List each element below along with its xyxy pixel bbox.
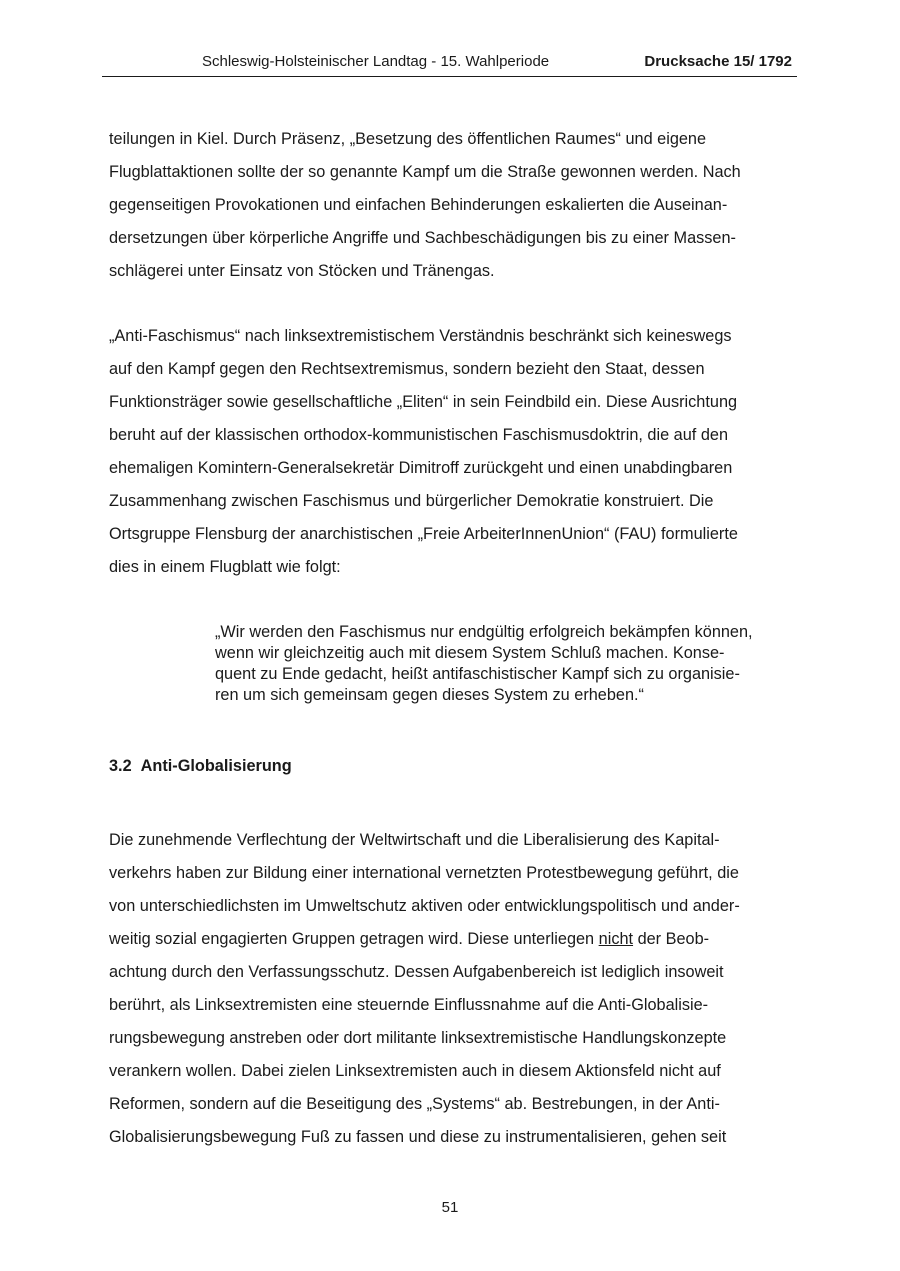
text-segment: weitig sozial engagierten Gruppen getragen wird. Diese unterliegen bbox=[109, 930, 599, 948]
block-quote bbox=[215, 622, 800, 706]
quote-line: ren um sich gemeinsam gegen dieses System zu erheben.“ bbox=[215, 686, 644, 704]
text-line: Funktionsträger sowie gesellschaftliche „Eliten“ in sein Feindbild ein. Diese Ausrichtung bbox=[109, 393, 738, 411]
header-document-number: Drucksache 15/ 1792 bbox=[644, 53, 792, 70]
text-line: verkehrs haben zur Bildung einer international vernetzten Protestbewegung geführt, die bbox=[109, 864, 739, 882]
quote-line: wenn wir gleichzeitig auch mit diesem System Schluß machen. Konse- bbox=[215, 644, 725, 662]
text-line: ehemaligen Komintern-Generalsekretär Dimitroff zurückgeht und einen unabdingbaren bbox=[109, 459, 733, 477]
text-line: dersetzungen über körperliche Angriffe und Sachbeschädigungen bis zu einer Massen- bbox=[109, 229, 736, 247]
text-line: Ortsgruppe Flensburg der anarchistischen „Freie ArbeiterInnenUnion“ (FAU) formulierte bbox=[109, 525, 738, 543]
quote-line: „Wir werden den Faschismus nur endgültig erfolgreich bekämpfen können, bbox=[215, 623, 753, 641]
text-line: achtung durch den Verfassungsschutz. Dessen Aufgabenbereich ist lediglich insoweit bbox=[109, 963, 724, 981]
text-line: Die zunehmende Verflechtung der Weltwirtschaft und die Liberalisierung des Kapital- bbox=[109, 831, 720, 849]
underlined-word: nicht bbox=[598, 930, 634, 948]
text-line: Flugblattaktionen sollte der so genannte Kampf um die Straße gewonnen werden. Nach bbox=[109, 163, 741, 181]
page-number: 51 bbox=[441, 1199, 459, 1216]
text-line: Reformen, sondern auf die Beseitigung des „Systems“ ab. Bestrebungen, in der Anti- bbox=[109, 1095, 720, 1113]
section-title: Anti-Globalisierung bbox=[140, 757, 292, 775]
section-number: 3.2 bbox=[109, 757, 132, 775]
text-line: „Anti-Faschismus“ nach linksextremistischem Verständnis beschränkt sich keineswegs bbox=[109, 327, 732, 345]
text-line: Zusammenhang zwischen Faschismus und bürgerlicher Demokratie konstruiert. Die bbox=[109, 492, 714, 510]
text-line: auf den Kampf gegen den Rechtsextremismus, sondern bezieht den Staat, dessen bbox=[109, 360, 705, 378]
paragraph-3 bbox=[109, 824, 799, 1154]
paragraph-2 bbox=[109, 320, 799, 584]
section-heading bbox=[109, 757, 292, 776]
text-line: Globalisierungsbewegung Fuß zu fassen und diese zu instrumentalisieren, gehen seit bbox=[109, 1128, 727, 1146]
text-segment: der Beob- bbox=[633, 930, 710, 948]
text-line: teilungen in Kiel. Durch Präsenz, „Besetzung des öffentlichen Raumes“ und eigene bbox=[109, 130, 707, 148]
header-parliament-title: Schleswig-Holsteinischer Landtag - 15. Wahlperiode bbox=[202, 53, 550, 70]
text-line: verankern wollen. Dabei zielen Linksextremisten auch in diesem Aktionsfeld nicht auf bbox=[109, 1062, 721, 1080]
text-line: rungsbewegung anstreben oder dort militante linksextremistische Handlungskonzepte bbox=[109, 1029, 727, 1047]
text-line-with-emphasis bbox=[109, 923, 799, 956]
text-line: schlägerei unter Einsatz von Stöcken und Tränengas. bbox=[109, 262, 495, 280]
quote-line: quent zu Ende gedacht, heißt antifaschistischer Kampf sich zu organisie- bbox=[215, 665, 740, 683]
text-line: beruht auf der klassischen orthodox-kommunistischen Faschismusdoktrin, die auf den bbox=[109, 426, 728, 444]
paragraph-1 bbox=[109, 123, 799, 288]
text-line: von unterschiedlichsten im Umweltschutz aktiven oder entwicklungspolitisch und ander- bbox=[109, 897, 740, 915]
text-line: berührt, als Linksextremisten eine steuernde Einflussnahme auf die Anti-Globalisie- bbox=[109, 996, 709, 1014]
page-header bbox=[102, 50, 797, 77]
text-line: dies in einem Flugblatt wie folgt: bbox=[109, 558, 341, 576]
text-line: gegenseitigen Provokationen und einfachen Behinderungen eskalierten die Auseinan- bbox=[109, 196, 728, 214]
